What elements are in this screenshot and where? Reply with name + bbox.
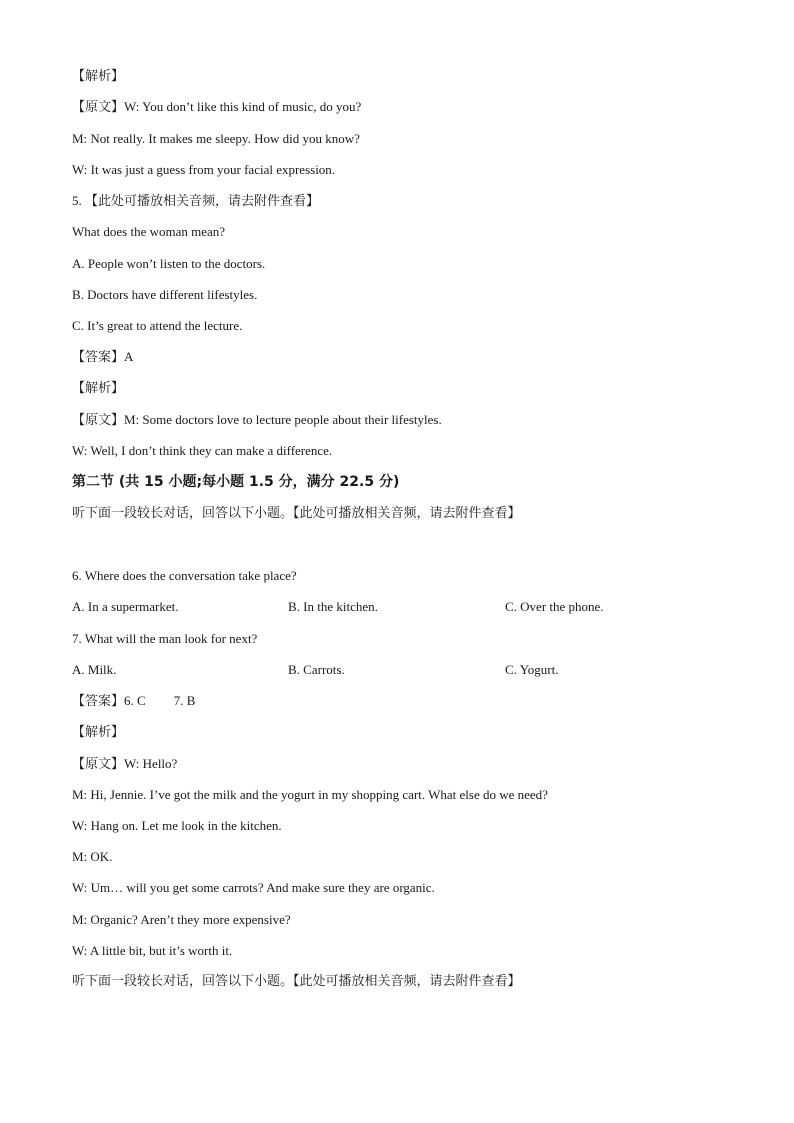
- question-6-option-b: B. In the kitchen.: [288, 599, 378, 614]
- transcript-line: [72, 411, 442, 430]
- question-5-option-b: B. Doctors have different lifestyles.: [72, 287, 258, 302]
- transcript-text: M: Some doctors love to lecture people about their lifestyles.: [124, 412, 442, 427]
- transcript-text: W: Well, I don’t think they can make a difference.: [72, 443, 333, 458]
- transcript-text: W: You don’t like this kind of music, do you?: [124, 99, 362, 114]
- transcript-text: W: A little bit, but it’s worth it.: [72, 943, 233, 958]
- question-7-option-b: B. Carrots.: [288, 662, 345, 677]
- answer-tag: 【答案】: [72, 350, 125, 365]
- transcript-text: W: Hello?: [124, 756, 178, 771]
- transcript-text: M: Hi, Jennie. I’ve got the milk and the yogurt in my shopping cart. What else do we need?: [72, 787, 548, 802]
- transcript-text: W: Um… will you get some carrots? And make sure they are organic.: [72, 880, 435, 895]
- question-7-option-c: C. Yogurt.: [505, 662, 559, 677]
- audio-note: 【此处可播放相关音频，请去附件查看】: [85, 194, 320, 209]
- jiexi-tag: 【解析】: [72, 725, 125, 740]
- transcript-text: M: OK.: [72, 849, 113, 864]
- answer-line: [72, 692, 195, 711]
- question-5-heading: [72, 192, 319, 211]
- transcript-line: [72, 942, 232, 960]
- transcript-line: [72, 161, 335, 179]
- transcript-line: [72, 755, 177, 774]
- jiexi-tag: 【解析】: [72, 69, 125, 84]
- transcript-line: [72, 786, 548, 804]
- transcript-text: W: It was just a guess from your facial expression.: [72, 162, 336, 177]
- question-6-option-c: C. Over the phone.: [505, 599, 604, 614]
- transcript-line: [72, 98, 361, 117]
- question-6-option-a: A. In a supermarket.: [72, 599, 179, 614]
- section-instruction: 听下面一段较长对话，回答以下小题。【此处可播放相关音频，请去附件查看】: [72, 506, 521, 521]
- transcript-text: M: Not really. It makes me sleepy. How did you know?: [72, 131, 360, 146]
- transcript-text: M: Organic? Aren’t they more expensive?: [72, 912, 291, 927]
- section-instruction: 听下面一段较长对话，回答以下小题。【此处可播放相关音频，请去附件查看】: [72, 974, 521, 989]
- answer-line: [72, 348, 133, 367]
- transcript-text: W: Hang on. Let me look in the kitchen.: [72, 818, 282, 833]
- transcript-line: [72, 817, 282, 835]
- answer-value: 7. B: [173, 693, 196, 708]
- question-5-option-a: A. People won’t listen to the doctors.: [72, 256, 266, 271]
- jiexi-heading: [72, 379, 124, 398]
- yuanwen-tag: 【原文】: [72, 757, 125, 772]
- section-title: 第二节 (共 15 小题;每小题 1.5 分，满分 22.5 分): [72, 474, 400, 490]
- transcript-line: [72, 879, 435, 897]
- question-6-text: 6. Where does the conversation take place?: [72, 568, 297, 583]
- jiexi-heading: [72, 723, 124, 742]
- answer-value: A: [124, 349, 134, 364]
- transcript-line: [72, 442, 332, 460]
- transcript-line: [72, 130, 360, 148]
- question-7-option-a: A. Milk.: [72, 662, 117, 677]
- question-5-text: What does the woman mean?: [72, 224, 226, 239]
- transcript-line: [72, 911, 291, 929]
- yuanwen-tag: 【原文】: [72, 413, 125, 428]
- transcript-line: [72, 848, 112, 866]
- yuanwen-tag: 【原文】: [72, 100, 125, 115]
- question-number: 5.: [72, 193, 82, 208]
- jiexi-heading: [72, 67, 124, 86]
- answer-value: 6. C: [124, 693, 146, 708]
- jiexi-tag: 【解析】: [72, 381, 125, 396]
- answer-tag: 【答案】: [72, 694, 125, 709]
- question-7-text: 7. What will the man look for next?: [72, 631, 258, 646]
- question-5-option-c: C. It’s great to attend the lecture.: [72, 318, 243, 333]
